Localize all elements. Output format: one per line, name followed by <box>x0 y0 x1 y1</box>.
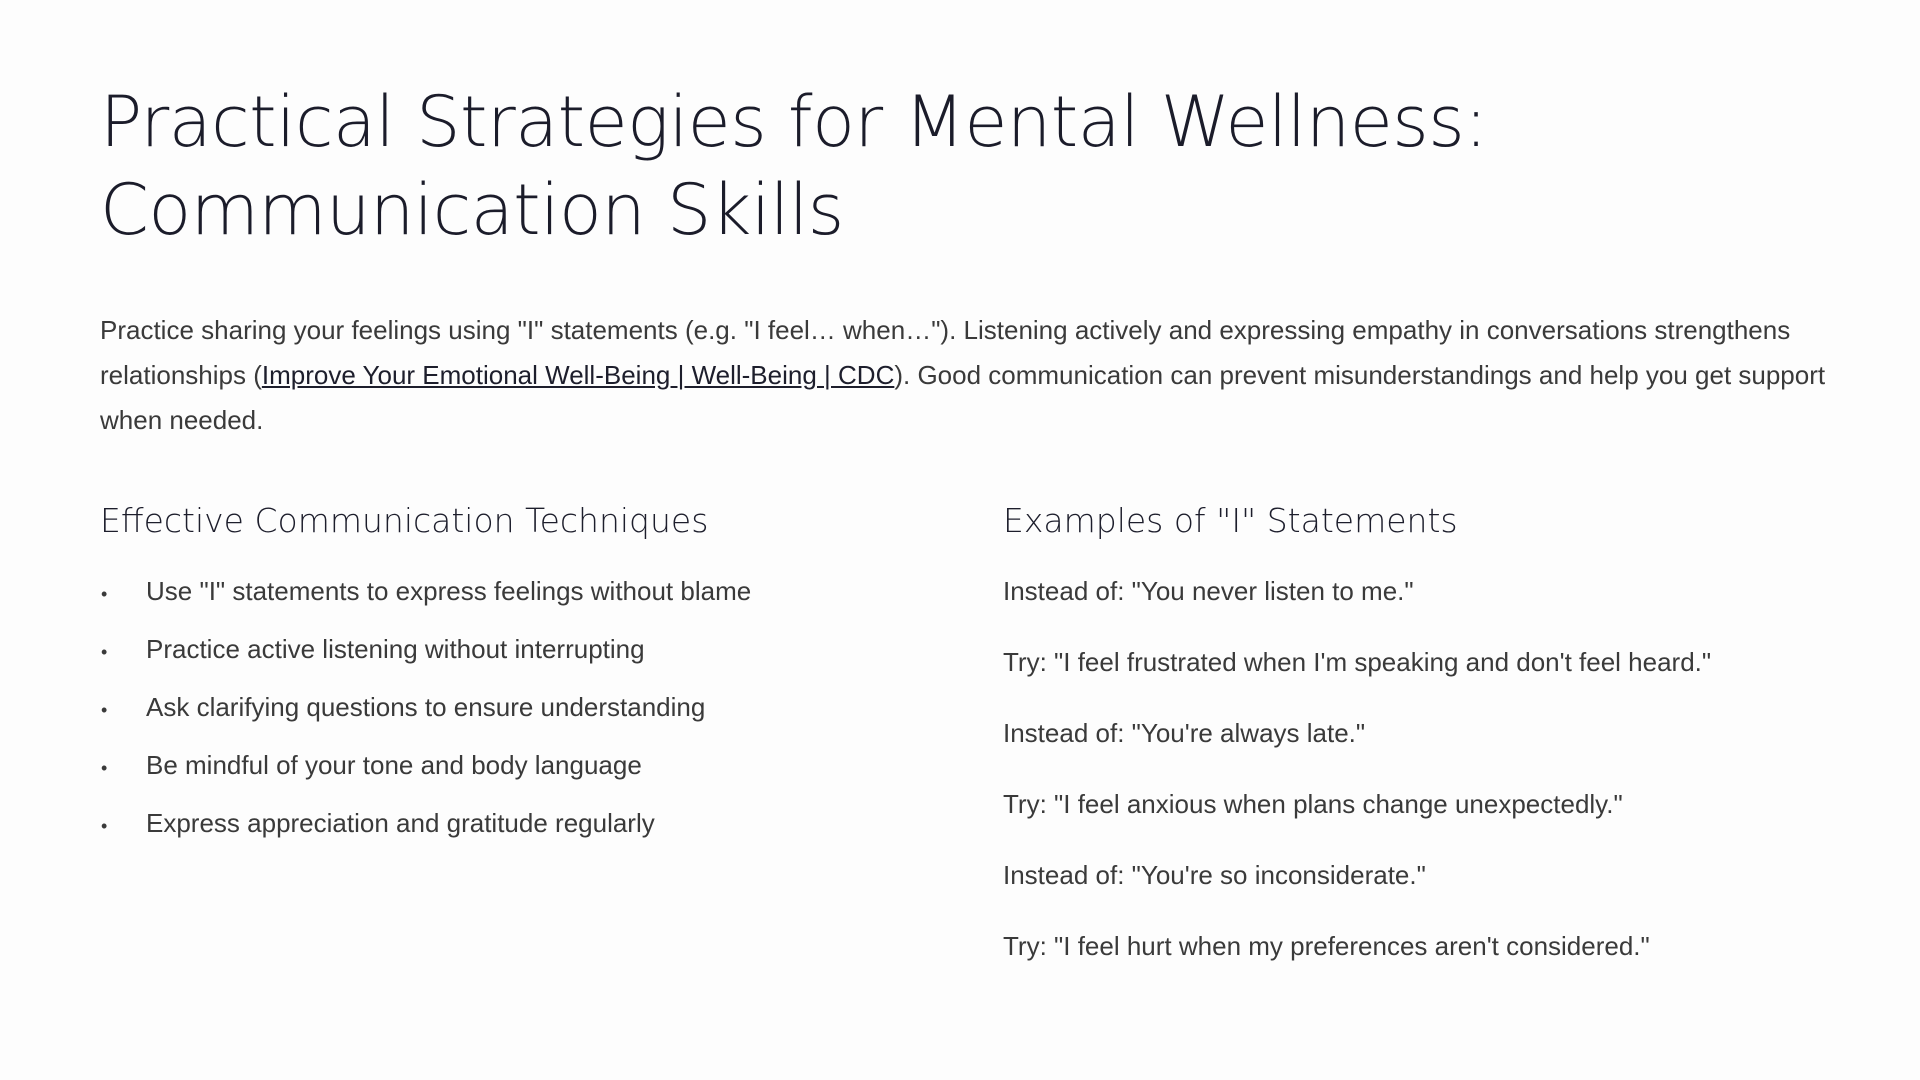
list-item <box>100 690 1003 727</box>
intro-text-before-link: Practice sharing your feelings using "I" statements (e.g. "I feel… when…"). Listening actively and expressing empathy in conversations strengthens relationships ( <box>100 315 1791 390</box>
techniques-column <box>100 499 1003 1000</box>
bullet-icon: • <box>101 642 108 662</box>
two-column-section <box>100 499 1820 1000</box>
list-item <box>100 806 1003 843</box>
examples-heading: Examples of "I" Statements <box>1003 501 1458 540</box>
examples-list <box>1003 574 1820 963</box>
bullet-icon: • <box>101 700 108 720</box>
bullet-icon: • <box>101 584 108 604</box>
bullet-icon: • <box>101 816 108 836</box>
list-item <box>100 632 1003 669</box>
example-instead-line: Instead of: "You're always late." <box>1003 718 1366 748</box>
techniques-list <box>100 574 1003 843</box>
example-instead-line: Instead of: "You're so inconsiderate." <box>1003 860 1426 890</box>
example-try-line: Try: "I feel anxious when plans change unexpectedly." <box>1003 789 1623 819</box>
bullet-icon: • <box>101 758 108 778</box>
page-title: Practical Strategies for Mental Wellness: Communication Skills <box>100 81 1488 251</box>
list-item-text: Practice active listening without interrupting <box>146 634 645 664</box>
list-item <box>100 748 1003 785</box>
intro-text-after-link: ). Good communication can prevent misunderstandings and help you get support when needed. <box>100 360 1826 435</box>
list-item <box>100 574 1003 611</box>
example-try-line: Try: "I feel hurt when my preferences aren't considered." <box>1003 931 1650 961</box>
list-item-text: Express appreciation and gratitude regularly <box>146 808 655 838</box>
list-item-text: Use "I" statements to express feelings without blame <box>146 576 752 606</box>
example-instead-line: Instead of: "You never listen to me." <box>1003 576 1414 606</box>
list-item-text: Be mindful of your tone and body language <box>146 750 642 780</box>
examples-column <box>1003 499 1820 1000</box>
list-item-text: Ask clarifying questions to ensure understanding <box>146 692 706 722</box>
cdc-wellbeing-link[interactable]: Improve Your Emotional Well-Being | Well-Being | CDC <box>261 360 895 390</box>
example-try-line: Try: "I feel frustrated when I'm speaking and don't feel heard." <box>1003 647 1712 677</box>
intro-paragraph <box>100 308 1840 443</box>
techniques-heading: Effective Communication Techniques <box>100 501 709 540</box>
